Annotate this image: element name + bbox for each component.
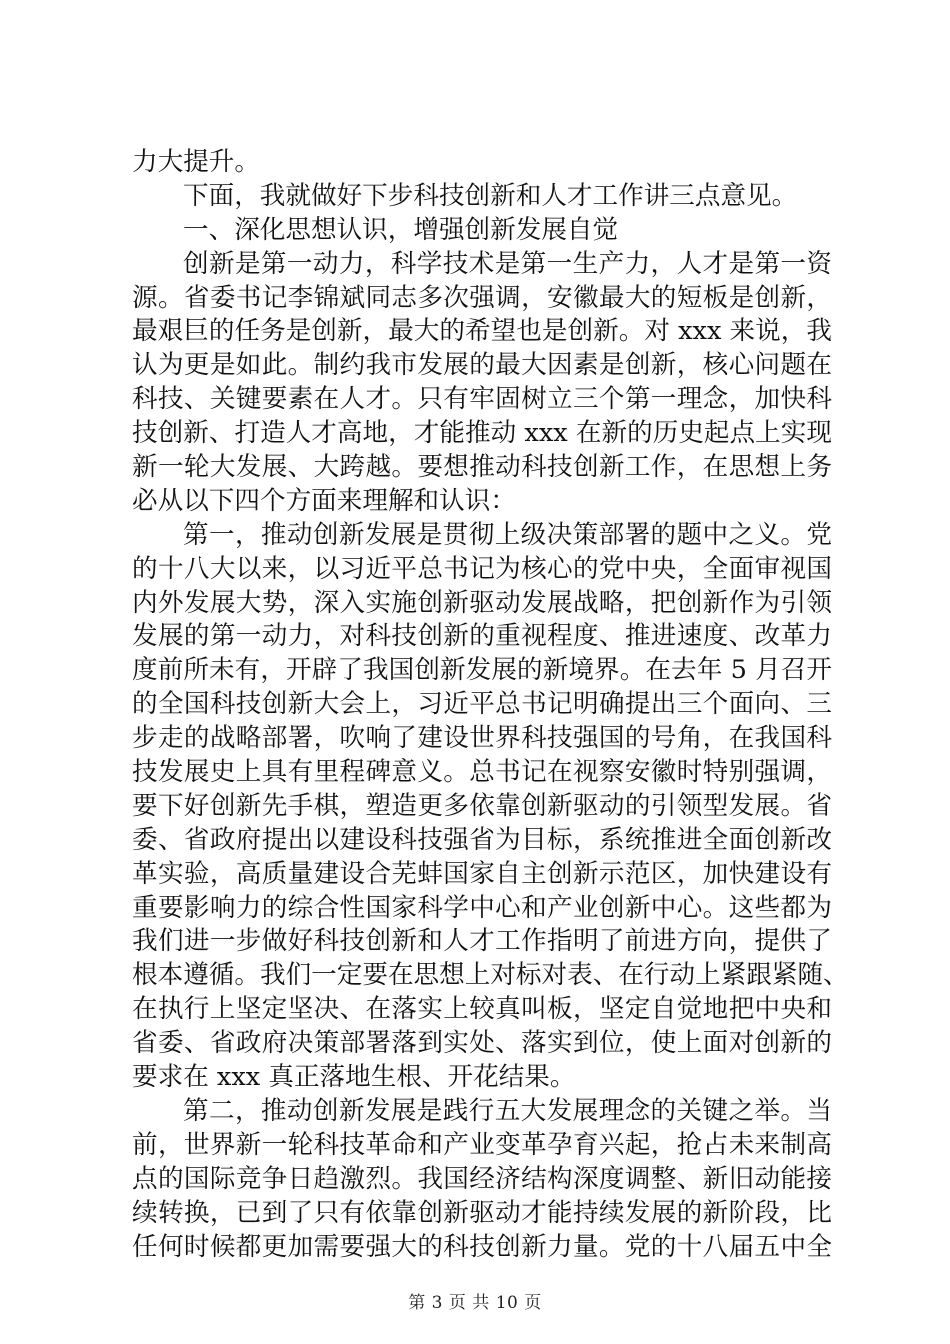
text-line: 第二，推动创新发展是践行五大发展理念的关键之举。当 [183,1095,832,1126]
text-line: 新一轮大发展、大跨越。要想推动科技创新工作，在思想上务 [132,452,832,483]
text-line: 任何时候都更加需要强大的科技创新力量。党的十八届五中全 [132,1231,832,1262]
text-line: 发展的第一动力，对科技创新的重视程度、推进速度、改革力 [132,621,832,652]
text-line: 下面，我就做好下步科技创新和人才工作讲三点意见。 [183,180,798,211]
text-line: 科技、关键要素在人才。只有牢固树立三个第一理念，加快科 [132,384,832,415]
text-line: 度前所未有，开辟了我国创新发展的新境界。在去年 5 月召开 [132,655,832,686]
text-line: 续转换，已到了只有依靠创新驱动才能持续发展的新阶段，比 [132,1197,832,1228]
text-line: 技创新、打造人才高地，才能推动 xxx 在新的历史起点上实现 [132,418,832,449]
text-line: 内外发展大势，深入实施创新驱动发展战略，把创新作为引领 [132,587,832,618]
text-line: 我们进一步做好科技创新和人才工作指明了前进方向，提供了 [132,926,832,957]
text-line: 点的国际竞争日趋激烈。我国经济结构深度调整、新旧动能接 [132,1163,832,1194]
page-number-footer: 第 3 页 共 10 页 [408,1293,542,1313]
text-line: 认为更是如此。制约我市发展的最大因素是创新，核心问题在 [132,350,832,381]
text-line: 前，世界新一轮科技革命和产业变革孕育兴起，抢占未来制高 [132,1129,832,1160]
text-line: 必从以下四个方面来理解和认识： [132,485,516,516]
text-line: 重要影响力的综合性国家科学中心和产业创新中心。这些都为 [132,892,832,923]
text-line: 根本遵循。我们一定要在思想上对标对表、在行动上紧跟紧随、 [132,960,849,991]
text-line: 一、深化思想认识，增强创新发展自觉 [183,214,619,245]
text-line: 源。省委书记李锦斌同志多次强调，安徽最大的短板是创新， [132,282,832,313]
body-text [132,146,849,1264]
text-line: 第一，推动创新发展是贯彻上级决策部署的题中之义。党 [183,519,832,550]
text-line: 创新是第一动力，科学技术是第一生产力，人才是第一资 [183,248,832,279]
text-line: 的全国科技创新大会上，习近平总书记明确提出三个面向、三 [132,689,832,720]
text-line: 技发展史上具有里程碑意义。总书记在视察安徽时特别强调， [132,757,832,788]
text-line: 的十八大以来，以习近平总书记为核心的党中央，全面审视国 [132,553,832,584]
text-line: 最艰巨的任务是创新，最大的希望也是创新。对 xxx 来说，我 [132,316,832,347]
text-line: 要求在 xxx 真正落地生根、开花结果。 [132,1062,576,1093]
text-line: 省委、省政府决策部署落到实处、落实到位，使上面对创新的 [132,1028,832,1059]
text-line: 力大提升。 [132,147,260,177]
text-line: 委、省政府提出以建设科技强省为目标，系统推进全面创新改 [132,824,832,855]
text-line: 革实验，高质量建设合芜蚌国家自主创新示范区，加快建设有 [132,858,832,889]
text-line: 在执行上坚定坚决、在落实上较真叫板，坚定自觉地把中央和 [132,994,832,1025]
text-line: 步走的战略部署，吹响了建设世界科技强国的号角，在我国科 [132,723,832,754]
text-line: 要下好创新先手棋，塑造更多依靠创新驱动的引领型发展。省 [132,790,832,821]
